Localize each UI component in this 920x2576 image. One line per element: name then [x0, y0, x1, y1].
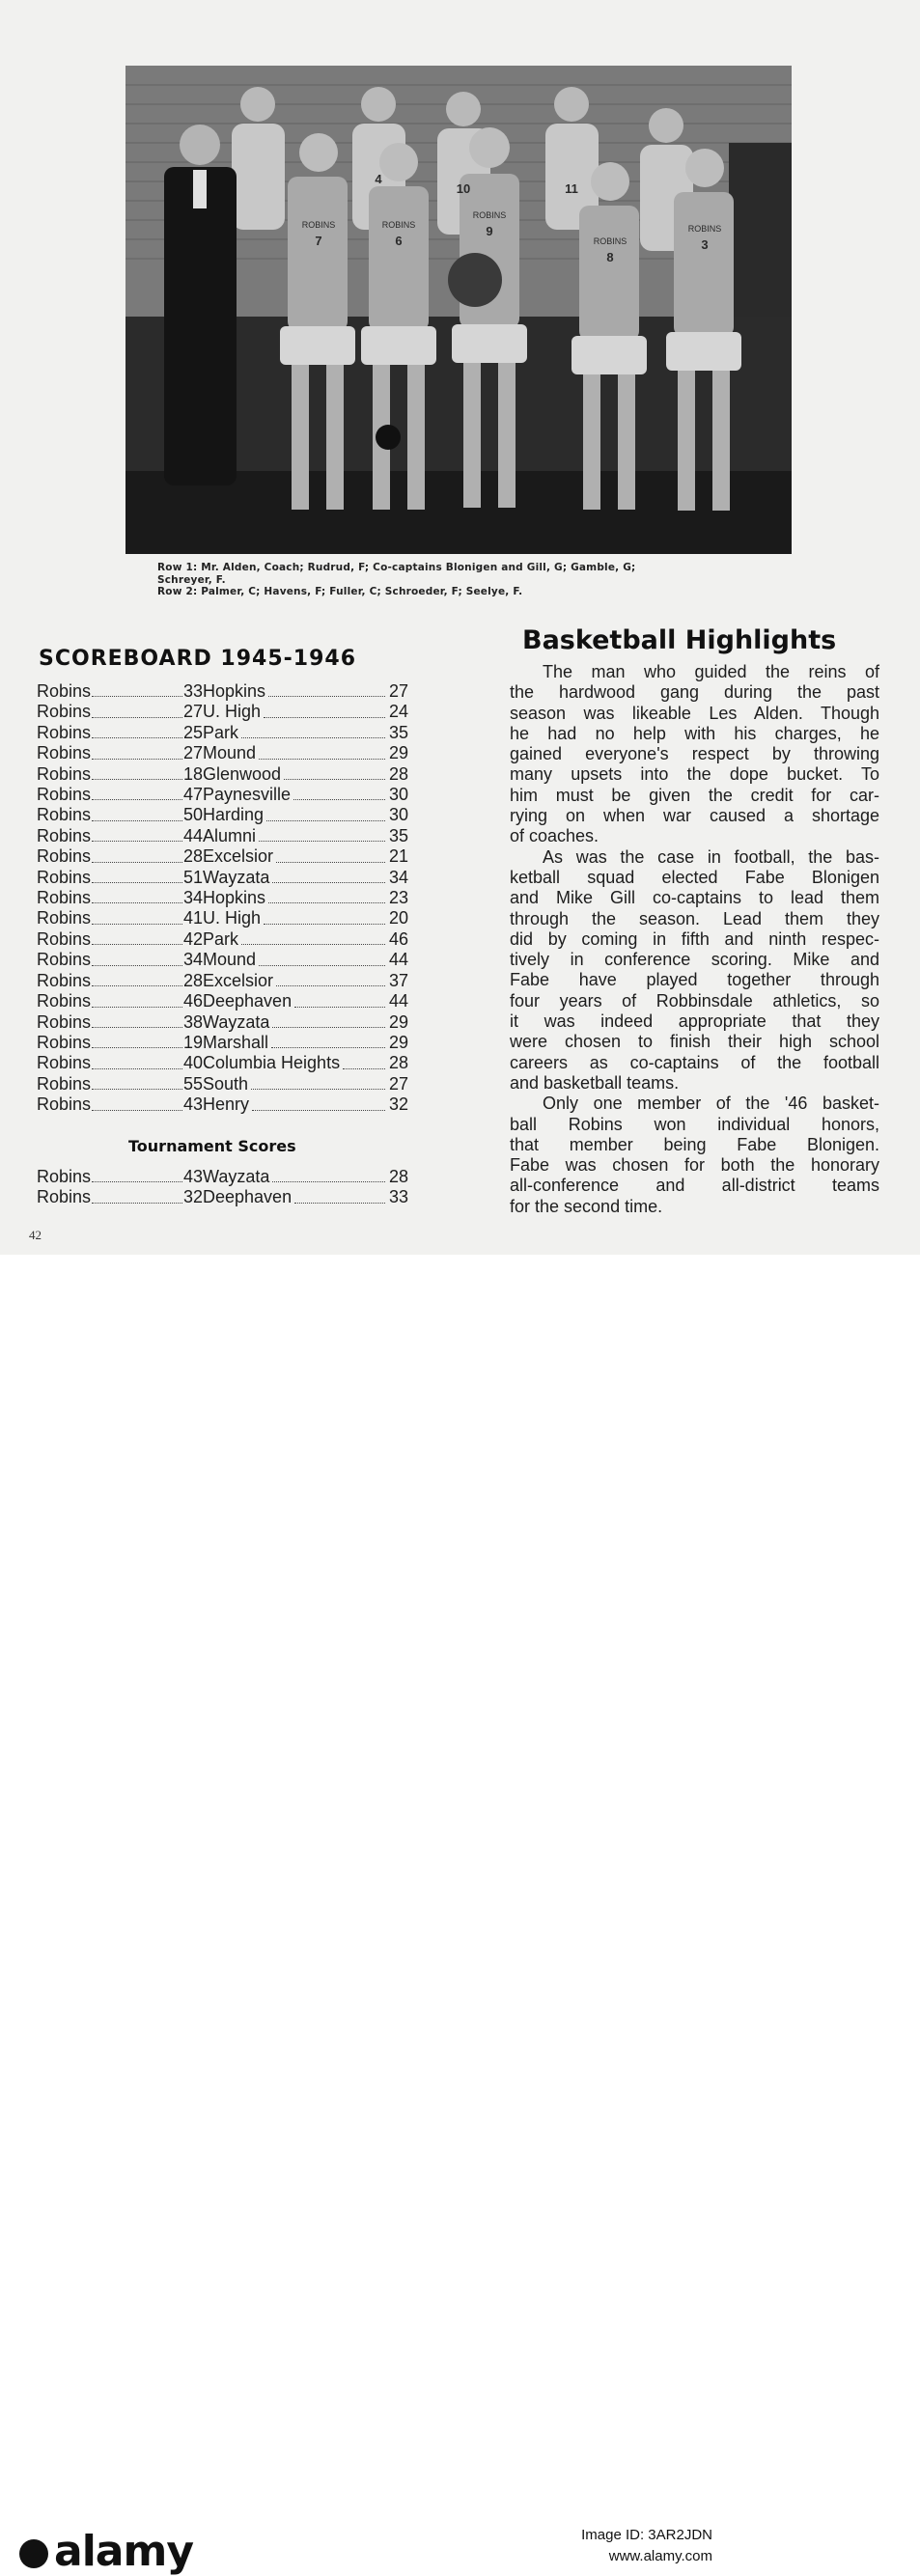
score-row — [37, 908, 408, 928]
opponent — [203, 1012, 408, 1033]
dot-leader — [264, 702, 385, 717]
opponent — [203, 888, 408, 908]
dot-leader — [293, 785, 385, 800]
dot-leader — [259, 743, 385, 759]
team-score: 18 — [182, 763, 203, 784]
dot-leader — [268, 888, 385, 903]
team-name: Robins — [37, 1032, 92, 1052]
robins-score — [37, 702, 203, 722]
opponent-name: Park — [203, 722, 239, 742]
opponent — [203, 826, 408, 846]
opponent-name: Wayzata — [203, 867, 270, 887]
team-score: 28 — [182, 970, 203, 990]
highlights-line: ball Robins won individual honors, — [510, 1114, 879, 1134]
team-name: Robins — [37, 991, 92, 1011]
highlights-line: through the season. Lead them they — [510, 908, 879, 928]
highlights-line: tively in conference scoring. Mike and — [510, 950, 879, 970]
team-name: Robins — [37, 763, 92, 784]
dot-leader — [272, 1167, 385, 1182]
score-row — [37, 1053, 408, 1073]
team-photo — [125, 66, 792, 554]
dot-leader — [92, 826, 182, 842]
opponent-name: Excelsior — [203, 846, 274, 867]
highlights-line: Fabe have played together through — [510, 970, 879, 990]
score-row — [37, 846, 408, 867]
opponent — [203, 764, 408, 785]
opponent — [203, 702, 408, 722]
team-name: Robins — [37, 888, 92, 908]
team-score: 38 — [182, 1011, 203, 1032]
opponent-score: 29 — [388, 743, 408, 763]
dot-leader — [271, 1033, 385, 1048]
opponent — [203, 1074, 408, 1094]
score-row — [37, 1012, 408, 1033]
yearbook-page — [0, 0, 920, 1255]
team-score: 19 — [182, 1032, 203, 1052]
opponent-score: 35 — [388, 825, 408, 845]
opponent-name: Mound — [203, 743, 257, 763]
score-row — [37, 723, 408, 743]
robins-score — [37, 1094, 203, 1115]
jersey-lettering: ROBINS — [687, 224, 722, 234]
robins-score — [37, 723, 203, 743]
opponent-name: Deephaven — [203, 1187, 293, 1207]
jersey-lettering: ROBINS — [593, 236, 627, 246]
dot-leader — [92, 868, 182, 883]
team-name: Robins — [37, 825, 92, 845]
opponent-name: U. High — [203, 702, 262, 722]
opponent-score: 37 — [388, 970, 408, 990]
dot-leader — [343, 1053, 385, 1068]
dot-leader — [92, 950, 182, 965]
dot-leader — [92, 888, 182, 903]
opponent-name: Wayzata — [203, 1011, 270, 1032]
highlights-line: it was indeed appropriate that they — [510, 1011, 879, 1032]
alamy-brand: alamy — [54, 2527, 193, 2576]
opponent — [203, 1053, 408, 1073]
highlights-line: the hardwood gang during the past — [510, 682, 879, 703]
team-score: 47 — [182, 785, 203, 805]
team-score: 42 — [182, 928, 203, 949]
caption-line: Row 2: Palmer, C; Havens, F; Fuller, C; Schroeder, F; Seelye, F. — [157, 586, 523, 597]
opponent-name: Excelsior — [203, 970, 274, 990]
score-row — [37, 1094, 408, 1115]
dot-leader — [92, 908, 182, 924]
opponent — [203, 991, 408, 1011]
opponent-name: Marshall — [203, 1032, 269, 1052]
team-score: 28 — [182, 846, 203, 867]
score-row — [37, 1033, 408, 1053]
opponent-name: Mound — [203, 950, 257, 970]
image-id: Image ID: 3AR2JDN — [581, 2527, 712, 2543]
dot-leader — [276, 971, 385, 986]
dot-leader — [272, 868, 385, 883]
robins-score — [37, 764, 203, 785]
team-score: 27 — [182, 743, 203, 763]
page-number: 42 — [29, 1228, 42, 1242]
highlights-line: As was the case in football, the bas- — [543, 846, 879, 867]
highlights-line: for the second time. — [510, 1196, 663, 1216]
jersey-number: 6 — [395, 234, 403, 248]
dot-leader — [92, 702, 182, 717]
opponent-name: Henry — [203, 1094, 250, 1115]
opponent — [203, 743, 408, 763]
highlights-line: he had no help with his charges, he — [510, 723, 879, 743]
score-row — [37, 805, 408, 825]
highlights-line: him must be given the credit for car- — [510, 785, 879, 805]
opponent-name: Paynesville — [203, 785, 292, 805]
dot-leader — [92, 1094, 182, 1110]
robins-score — [37, 908, 203, 928]
scoreboard-list — [37, 681, 408, 1116]
opponent-score: 44 — [388, 991, 408, 1011]
highlights-title: Basketball Highlights — [522, 625, 837, 655]
team-score: 43 — [182, 1167, 203, 1186]
opponent — [203, 805, 408, 825]
scoreboard-title: SCOREBOARD 1945-1946 — [39, 647, 357, 671]
dot-leader — [92, 681, 182, 697]
opponent — [203, 1167, 408, 1187]
team-score: 51 — [182, 867, 203, 887]
highlights-line: were chosen to finish their high school — [510, 1032, 879, 1052]
robins-score — [37, 991, 203, 1011]
robins-score — [37, 681, 203, 702]
opponent-name: South — [203, 1073, 249, 1094]
dot-leader — [92, 1033, 182, 1048]
opponent-score: 24 — [388, 702, 408, 722]
dot-leader — [294, 1187, 385, 1203]
opponent-name: Harding — [203, 805, 265, 825]
team-score: 40 — [182, 1053, 203, 1073]
opponent — [203, 908, 408, 928]
jersey-number: 10 — [456, 181, 471, 196]
team-name: Robins — [37, 743, 92, 763]
opponent-score: 46 — [388, 928, 408, 949]
opponent-name: Hopkins — [203, 888, 266, 908]
highlights-line: Fabe was chosen for both the honorary — [510, 1155, 879, 1176]
opponent-score: 34 — [388, 867, 408, 887]
score-row — [37, 826, 408, 846]
score-row — [37, 971, 408, 991]
team-score: 46 — [182, 991, 203, 1011]
opponent-score: 27 — [388, 681, 408, 701]
opponent — [203, 723, 408, 743]
team-name: Robins — [37, 846, 92, 867]
opponent-score: 20 — [388, 908, 408, 928]
opponent-name: Deephaven — [203, 991, 293, 1011]
robins-score — [37, 950, 203, 970]
robins-score — [37, 743, 203, 763]
highlights-line: did by coming in fifth and ninth respec- — [510, 928, 879, 949]
jersey-number: 9 — [486, 224, 493, 238]
robins-score — [37, 929, 203, 950]
robins-score — [37, 971, 203, 991]
opponent — [203, 971, 408, 991]
team-score: 55 — [182, 1073, 203, 1094]
dot-leader — [92, 846, 182, 862]
highlights-line: gained everyone's respect by throwing — [510, 744, 879, 764]
dot-leader — [92, 743, 182, 759]
dot-leader — [272, 1012, 385, 1028]
opponent-score: 30 — [388, 785, 408, 805]
robins-score — [37, 1074, 203, 1094]
site-url: www.alamy.com — [608, 2548, 712, 2564]
opponent — [203, 1033, 408, 1053]
robins-score — [37, 1167, 203, 1187]
opponent-name: Park — [203, 928, 239, 949]
highlights-line: rying on when war caused a shortage — [510, 806, 879, 826]
dot-leader — [259, 950, 385, 965]
opponent-score: 28 — [388, 1167, 408, 1186]
team-photo-illustration — [125, 66, 792, 554]
robins-score — [37, 1033, 203, 1053]
robins-score — [37, 846, 203, 867]
tournament-title: Tournament Scores — [128, 1137, 296, 1155]
score-row — [37, 950, 408, 970]
opponent-name: Glenwood — [203, 763, 282, 784]
dot-leader — [241, 723, 385, 738]
dot-leader — [264, 908, 385, 924]
opponent-name: Hopkins — [203, 681, 266, 701]
team-score: 33 — [182, 681, 203, 701]
robins-score — [37, 826, 203, 846]
team-name: Robins — [37, 702, 92, 722]
team-name: Robins — [37, 785, 92, 805]
dot-leader — [92, 1053, 182, 1068]
team-score: 34 — [182, 950, 203, 970]
jersey-number: 4 — [375, 172, 382, 186]
score-row — [37, 929, 408, 950]
caption-line: Schreyer, F. — [157, 573, 226, 586]
score-row — [37, 888, 408, 908]
highlights-line: careers as co-captains of the football — [510, 1052, 879, 1072]
opponent-score: 29 — [388, 1011, 408, 1032]
highlights-line: all-conference and all-district teams — [510, 1176, 879, 1196]
dot-leader — [268, 681, 385, 697]
dot-leader — [92, 929, 182, 945]
jersey-number: 3 — [701, 237, 709, 252]
opponent-score: 28 — [388, 763, 408, 784]
jersey-lettering: ROBINS — [472, 210, 507, 220]
highlights-body — [510, 662, 879, 1217]
opponent-score: 35 — [388, 722, 408, 742]
dot-leader — [92, 723, 182, 738]
robins-score — [37, 805, 203, 825]
dot-leader — [92, 805, 182, 820]
dot-leader — [92, 785, 182, 800]
highlights-line: that member being Fabe Blonigen. — [510, 1134, 879, 1154]
team-name: Robins — [37, 1167, 92, 1186]
opponent-name: Wayzata — [203, 1167, 270, 1186]
robins-score — [37, 888, 203, 908]
team-name: Robins — [37, 1011, 92, 1032]
team-name: Robins — [37, 908, 92, 928]
highlights-line: of coaches. — [510, 826, 599, 846]
team-name: Robins — [37, 1094, 92, 1115]
opponent — [203, 846, 408, 867]
jersey-lettering: ROBINS — [301, 220, 336, 230]
highlights-line: and Mike Gill co-captains to lead them — [510, 888, 879, 908]
highlights-line: The man who guided the reins of — [543, 662, 879, 681]
jersey-lettering: ROBINS — [381, 220, 416, 230]
opponent-score: 29 — [388, 1032, 408, 1052]
opponent-score: 21 — [388, 846, 408, 867]
opponent-score: 23 — [388, 888, 408, 908]
score-row — [37, 785, 408, 805]
alamy-logo-icon — [19, 2539, 48, 2568]
dot-leader — [92, 764, 182, 780]
team-name: Robins — [37, 867, 92, 887]
opponent-name: Alumni — [203, 825, 257, 845]
caption-line: Row 1: Mr. Alden, Coach; Rudrud, F; Co-captains Blonigen and Gill, G; Gamble, G; — [157, 562, 636, 573]
score-row — [37, 764, 408, 785]
team-name: Robins — [37, 722, 92, 742]
team-score: 44 — [182, 825, 203, 845]
alamy-logo — [19, 2527, 193, 2576]
robins-score — [37, 1053, 203, 1073]
opponent-score: 33 — [388, 1187, 408, 1207]
highlights-line: ketball squad elected Fabe Blonigen — [510, 867, 879, 887]
team-name: Robins — [37, 950, 92, 970]
opponent-name: U. High — [203, 908, 262, 928]
highlights-line: four years of Robbinsdale athletics, so — [510, 990, 879, 1011]
opponent-score: 30 — [388, 805, 408, 825]
team-name: Robins — [37, 1187, 92, 1207]
jersey-number: 7 — [315, 234, 322, 248]
team-score: 32 — [182, 1187, 203, 1207]
dot-leader — [92, 1074, 182, 1090]
team-score: 25 — [182, 722, 203, 742]
dot-leader — [92, 1187, 182, 1203]
team-name: Robins — [37, 1053, 92, 1073]
highlights-line: many upsets into the dope bucket. To — [510, 764, 879, 785]
opponent — [203, 681, 408, 702]
dot-leader — [92, 971, 182, 986]
team-name: Robins — [37, 970, 92, 990]
team-name: Robins — [37, 928, 92, 949]
dot-leader — [92, 1167, 182, 1182]
robins-score — [37, 1187, 203, 1207]
highlights-line: season was likeable Les Alden. Though — [510, 703, 879, 723]
dot-leader — [92, 991, 182, 1007]
dot-leader — [251, 1074, 385, 1090]
dot-leader — [241, 929, 385, 945]
dot-leader — [276, 846, 385, 862]
highlights-line: Only one member of the '46 basket- — [543, 1094, 879, 1114]
opponent — [203, 1187, 408, 1207]
robins-score — [37, 868, 203, 888]
team-score: 34 — [182, 888, 203, 908]
team-score: 27 — [182, 702, 203, 722]
robins-score — [37, 1012, 203, 1033]
opponent — [203, 1094, 408, 1115]
score-row — [37, 743, 408, 763]
tournament-list — [37, 1167, 408, 1208]
dot-leader — [92, 1012, 182, 1028]
dot-leader — [294, 991, 385, 1007]
photo-caption — [157, 562, 795, 598]
robins-score — [37, 785, 203, 805]
score-row — [37, 1167, 408, 1187]
score-row — [37, 681, 408, 702]
highlights-line: and basketball teams. — [510, 1072, 680, 1093]
dot-leader — [284, 764, 385, 780]
team-score: 43 — [182, 1094, 203, 1115]
dot-leader — [259, 826, 385, 842]
score-row — [37, 1074, 408, 1094]
opponent — [203, 785, 408, 805]
watermark-footer — [0, 1255, 920, 2576]
opponent — [203, 868, 408, 888]
opponent-score: 28 — [388, 1053, 408, 1073]
jersey-number: 11 — [565, 181, 578, 196]
dot-leader — [266, 805, 385, 820]
jersey-number: 8 — [606, 250, 614, 264]
opponent-score: 44 — [388, 950, 408, 970]
dot-leader — [252, 1094, 385, 1110]
score-row — [37, 868, 408, 888]
opponent — [203, 950, 408, 970]
opponent-score: 27 — [388, 1073, 408, 1094]
team-score: 41 — [182, 908, 203, 928]
team-name: Robins — [37, 805, 92, 825]
score-row — [37, 1187, 408, 1207]
opponent-name: Columbia Heights — [203, 1053, 341, 1073]
score-row — [37, 991, 408, 1011]
team-score: 50 — [182, 805, 203, 825]
score-row — [37, 702, 408, 722]
opponent-score: 32 — [388, 1094, 408, 1115]
team-name: Robins — [37, 681, 92, 701]
opponent — [203, 929, 408, 950]
team-name: Robins — [37, 1073, 92, 1094]
